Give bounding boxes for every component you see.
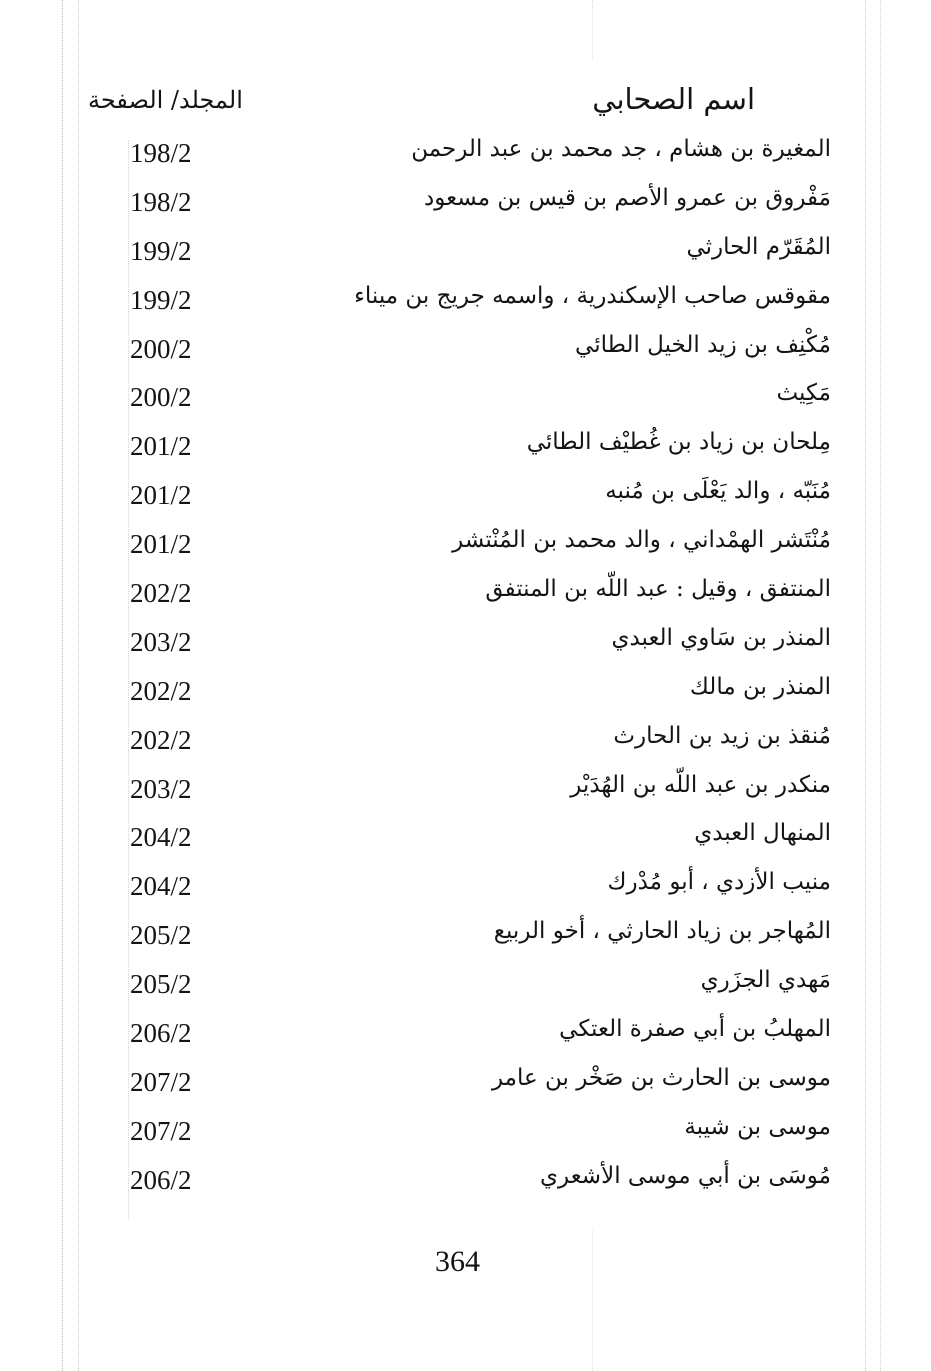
companion-name: المنذر بن سَاوي العبدي	[611, 624, 831, 651]
list-item	[0, 619, 931, 668]
volume-page-ref: 204/2	[130, 871, 192, 902]
volume-page-ref: 203/2	[130, 773, 192, 804]
companion-name: موسى بن شيبة	[684, 1113, 831, 1140]
volume-page-ref: 200/2	[130, 333, 192, 364]
list-item	[0, 668, 931, 717]
list-item	[0, 326, 931, 375]
volume-page-ref: 199/2	[130, 284, 192, 315]
list-item	[0, 912, 931, 961]
list-item	[0, 814, 931, 863]
companion-name: مِلحان بن زياد بن غُطيْف الطائي	[526, 429, 831, 456]
scan-artifact-line	[592, 0, 593, 60]
volume-page-ref: 205/2	[130, 969, 192, 1000]
companion-name: المغيرة بن هشام ، جد محمد بن عبد الرحمن	[411, 136, 831, 162]
companion-name: منكدر بن عبد اللّه بن الهُدَيْر	[570, 771, 831, 798]
volume-page-ref: 198/2	[130, 138, 192, 168]
volume-page-ref: 202/2	[130, 578, 192, 609]
companion-name: المُهاجر بن زياد الحارثي ، أخو الربيع	[493, 918, 831, 945]
list-item	[0, 863, 931, 912]
list-item	[0, 766, 931, 815]
list-item	[0, 521, 931, 570]
list-item	[0, 374, 931, 423]
companion-name: مقوقس صاحب الإسكندرية ، واسمه جريج بن ميناء	[354, 282, 831, 309]
volume-page-ref: 198/2	[130, 186, 192, 217]
list-item	[0, 130, 931, 179]
volume-page-ref: 207/2	[130, 1066, 192, 1097]
list-item	[0, 277, 931, 326]
volume-page-ref: 204/2	[130, 822, 192, 853]
volume-page-ref: 203/2	[130, 626, 192, 657]
companion-name: المنهال العبدي	[694, 820, 831, 847]
companion-name: مُوسَى بن أبي موسى الأشعري	[540, 1162, 831, 1189]
volume-page-ref: 206/2	[130, 1018, 192, 1049]
companion-name: منيب الأزدي ، أبو مُدْرك	[607, 869, 831, 896]
companion-name: مُنْتَشر الهمْداني ، والد محمد بن المُنْتشر	[452, 527, 831, 554]
companion-name: موسى بن الحارث بن صَخْر بن عامر	[491, 1064, 831, 1091]
table-header	[0, 82, 931, 122]
list-item	[0, 472, 931, 521]
companion-name: المنتفق ، وقيل : عبد اللّه بن المنتفق	[485, 576, 831, 603]
volume-page-ref: 205/2	[130, 920, 192, 951]
list-item	[0, 1010, 931, 1059]
companion-name: المنذر بن مالك	[689, 673, 831, 700]
volume-page-ref: 202/2	[130, 724, 192, 755]
companion-name: مَهدي الجزَري	[700, 967, 831, 994]
companion-name: مَفْروق بن عمرو الأصم بن قيس بن مسعود	[424, 184, 831, 211]
companion-name: مُكْنِف بن زيد الخيل الطائي	[575, 331, 831, 358]
name-column-header: اسم الصحابي	[592, 82, 755, 116]
companion-name: المُقَرّم الحارثي	[686, 233, 831, 260]
list-item	[0, 717, 931, 766]
volume-page-ref: 201/2	[130, 480, 192, 511]
list-item	[0, 423, 931, 472]
volume-page-ref: 201/2	[130, 529, 192, 560]
entries-list	[0, 130, 931, 1206]
volume-page-ref: 202/2	[130, 675, 192, 706]
volume-page-ref: 199/2	[130, 235, 192, 266]
volume-page-ref: 206/2	[130, 1164, 192, 1195]
volume-page-ref: 201/2	[130, 431, 192, 462]
companion-name: مَكِيث	[776, 380, 831, 407]
list-item	[0, 961, 931, 1010]
list-item	[0, 228, 931, 277]
list-item	[0, 179, 931, 228]
companion-name: مُنقذ بن زيد بن الحارث	[613, 722, 831, 749]
list-item	[0, 1108, 931, 1157]
list-item	[0, 1157, 931, 1206]
volume-page-column-header: المجلد/ الصفحة	[88, 86, 243, 114]
page-number: 364	[435, 1245, 480, 1278]
volume-page-ref: 200/2	[130, 382, 192, 413]
list-item	[0, 1059, 931, 1108]
companion-name: المهلبُ بن أبي صفرة العتكي	[559, 1016, 831, 1043]
volume-page-ref: 207/2	[130, 1115, 192, 1146]
companion-name: مُنَبّه ، والد يَعْلَى بن مُنبه	[605, 478, 831, 505]
list-item	[0, 570, 931, 619]
